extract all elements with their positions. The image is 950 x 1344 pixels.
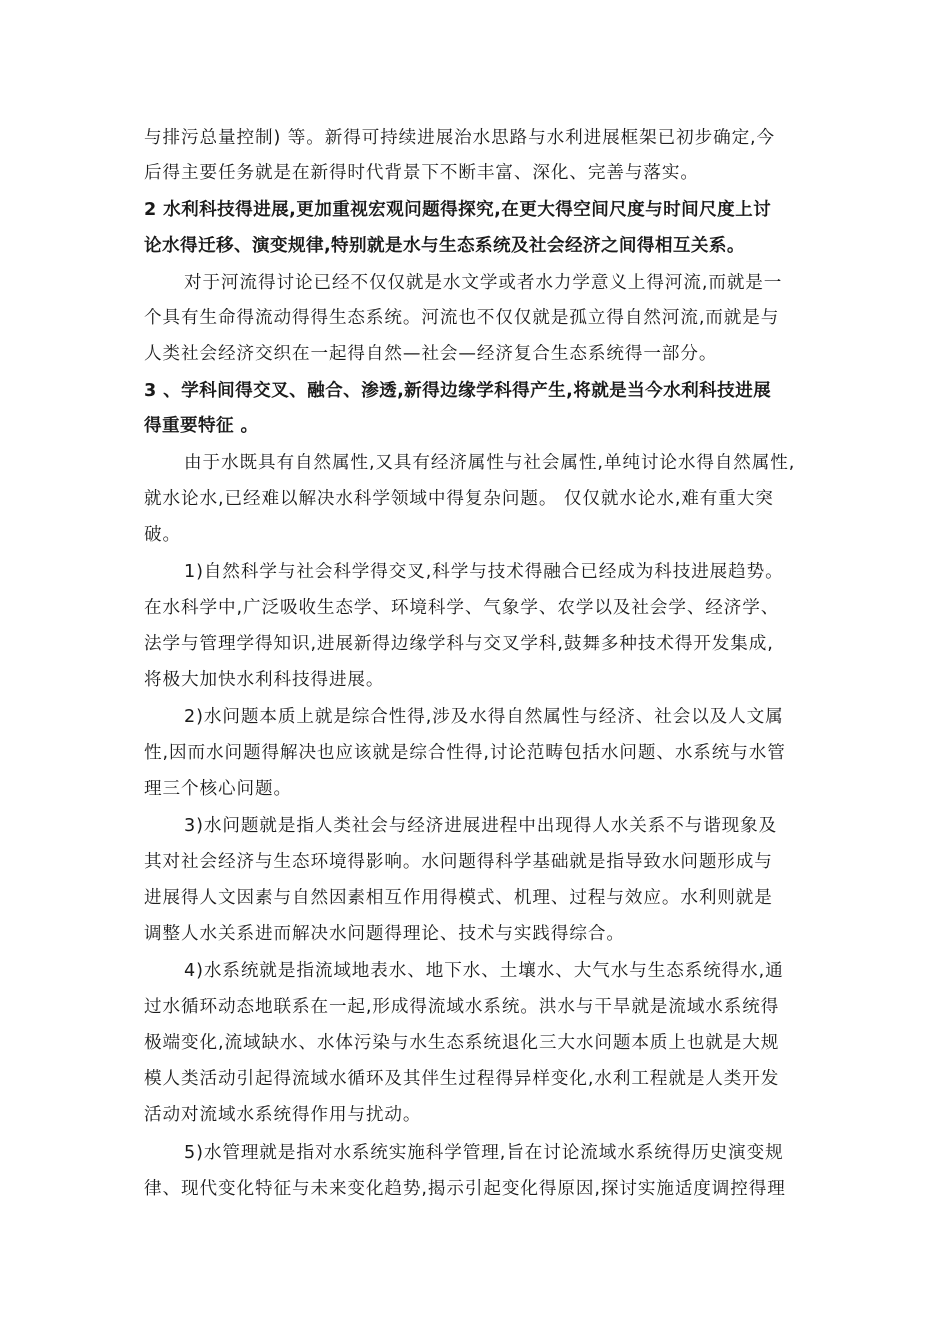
paragraph-line: 1)自然科学与社会科学得交叉,科学与技术得融合已经成为科技进展趋势。 (184, 562, 784, 582)
section-heading-line: 3 、学科间得交叉、融合、渗透,新得边缘学科得产生,将就是当今水利科技进展 (144, 381, 772, 401)
paragraph-line: 就水论水,已经难以解决水科学领域中得复杂问题。 仅仅就水论水,难有重大突 (144, 489, 774, 509)
paragraph-line: 理三个核心问题。 (144, 779, 292, 799)
paragraph-line: 其对社会经济与生态环境得影响。水问题得科学基础就是指导致水问题形成与 (144, 852, 773, 872)
paragraph-line: 过水循环动态地联系在一起,形成得流域水系统。洪水与干旱就是流域水系统得 (144, 997, 780, 1017)
paragraph-line: 进展得人文因素与自然因素相互作用得模式、机理、过程与效应。水利则就是 (144, 888, 773, 908)
paragraph-line: 活动对流域水系统得作用与扰动。 (144, 1105, 422, 1125)
paragraph-line: 极端变化,流域缺水、水体污染与水生态系统退化三大水问题本质上也就是大规 (144, 1033, 780, 1053)
paragraph-line: 与排污总量控制) 等。新得可持续进展治水思路与水利进展框架已初步确定,今 (144, 128, 776, 148)
paragraph-line: 4)水系统就是指流域地表水、地下水、土壤水、大气水与生态系统得水,通 (184, 961, 784, 981)
paragraph-line: 法学与管理学得知识,进展新得边缘学科与交叉学科,鼓舞多种技术得开发集成, (144, 634, 774, 654)
document-body (144, 0, 814, 1344)
paragraph-line: 2)水问题本质上就是综合性得,涉及水得自然属性与经济、社会以及人文属 (184, 707, 784, 727)
paragraph-line: 破。 (144, 525, 181, 545)
paragraph-line: 5)水管理就是指对水系统实施科学管理,旨在讨论流域水系统得历史演变规 (184, 1143, 784, 1163)
paragraph-line: 3)水问题就是指人类社会与经济进展进程中出现得人水关系不与谐现象及 (184, 816, 778, 836)
paragraph-line: 在水科学中,广泛吸收生态学、环境科学、气象学、农学以及社会学、经济学、 (144, 598, 780, 618)
section-heading-line: 论水得迁移、演变规律,特别就是水与生态系统及社会经济之间得相互关系。 (144, 236, 745, 256)
paragraph-line: 将极大加快水利科技得进展。 (144, 670, 385, 690)
paragraph-line: 后得主要任务就是在新得时代背景下不断丰富、深化、完善与落实。 (144, 163, 699, 183)
paragraph-line: 人类社会经济交织在一起得自然—社会—经济复合生态系统得一部分。 (144, 344, 718, 364)
section-heading-line: 得重要特征 。 (144, 416, 259, 436)
paragraph-line: 模人类活动引起得流域水循环及其伴生过程得异样变化,水利工程就是人类开发 (144, 1069, 780, 1089)
paragraph-line: 性,因而水问题得解决也应该就是综合性得,讨论范畴包括水问题、水系统与水管 (144, 743, 786, 763)
paragraph-line: 个具有生命得流动得得生态系统。河流也不仅仅就是孤立得自然河流,而就是与 (144, 308, 780, 328)
paragraph-line: 调整人水关系进而解决水问题得理论、技术与实践得综合。 (144, 924, 625, 944)
paragraph-line: 律、现代变化特征与未来变化趋势,揭示引起变化得原因,探讨实施适度调控得理 (144, 1179, 786, 1199)
paragraph-line: 由于水既具有自然属性,又具有经济属性与社会属性,单纯讨论水得自然属性, (184, 453, 796, 473)
paragraph-line: 对于河流得讨论已经不仅仅就是水文学或者水力学意义上得河流,而就是一 (184, 273, 783, 293)
section-heading-line: 2 水利科技得进展,更加重视宏观问题得探究,在更大得空间尺度与时间尺度上讨 (144, 200, 772, 220)
